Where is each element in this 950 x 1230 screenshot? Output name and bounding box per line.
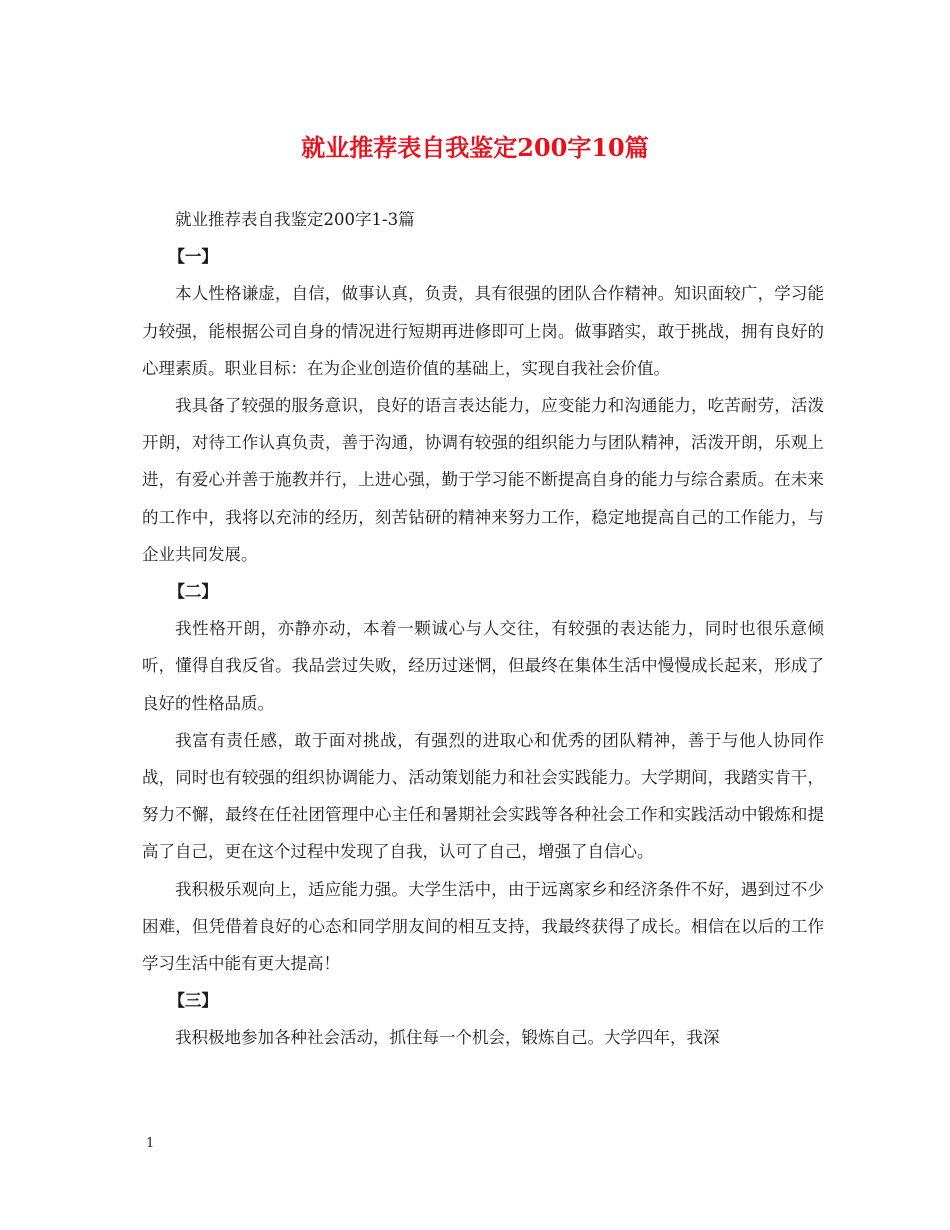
section-subtitle: 就业推荐表自我鉴定200字1-3篇 [175, 210, 415, 229]
section-heading-1: 【一】 [168, 247, 218, 267]
paragraph: 我积极地参加各种社会活动，抓住每一个机会，锻炼自己。大学四年，我深 [175, 1028, 720, 1048]
paragraph: 我积极乐观向上，适应能力强。大学生活中，由于远离家乡和经济条件不好，遇到过不少困难，但凭借着良好的心态和同学朋友间的相互支持，我最终获得了成长。相信在以后的工作学习生活中能有更大提高！ [142, 879, 824, 974]
paragraph: 我具备了较强的服务意识，良好的语言表达能力，应变能力和沟通能力，吃苦耐劳，活泼开朗，对待工作认真负责，善于沟通，协调有较强的组织能力与团队精神，活泼开朗，乐观上进，有爱心并善于施教并行，上进心强，勤于学习能不断提高自身的能力与综合素质。在未来的工作中，我将以充沛的经历，刻苦钻研的精神来努力工作，稳定地提高自己的工作能力，与企业共同发展。 [142, 396, 824, 564]
document-title: 就业推荐表自我鉴定200字10篇 [301, 133, 649, 162]
paragraph: 我性格开朗，亦静亦动，本着一颗诚心与人交往，有较强的表达能力，同时也很乐意倾听，懂得自我反省。我品尝过失败，经历过迷惘，但最终在集体生活中慢慢成长起来，形成了良好的性格品质。 [142, 619, 824, 713]
page-number: 1 [146, 1136, 155, 1151]
paragraph: 我富有责任感，敢于面对挑战，有强烈的进取心和优秀的团队精神，善于与他人协同作战，同时也有较强的组织协调能力、活动策划能力和社会实践能力。大学期间，我踏实肯干，努力不懈，最终在任社团管理中心主任和暑期社会实践等各种社会工作和实践活动中锻炼和提高了自己，更在这个过程中发现了自我，认可了自己，增强了自信心。 [142, 730, 824, 862]
section-heading-3: 【三】 [168, 991, 218, 1011]
document-body [142, 201, 824, 1057]
section-heading-2: 【二】 [168, 582, 218, 602]
paragraph: 本人性格谦虚，自信，做事认真，负责，具有很强的团队合作精神。知识面较广，学习能力较强，能根据公司自身的情况进行短期再进修即可上岗。做事踏实，敢于挑战，拥有良好的心理素质。职业目标：在为企业创造价值的基础上，实现自我社会价值。 [142, 284, 824, 378]
